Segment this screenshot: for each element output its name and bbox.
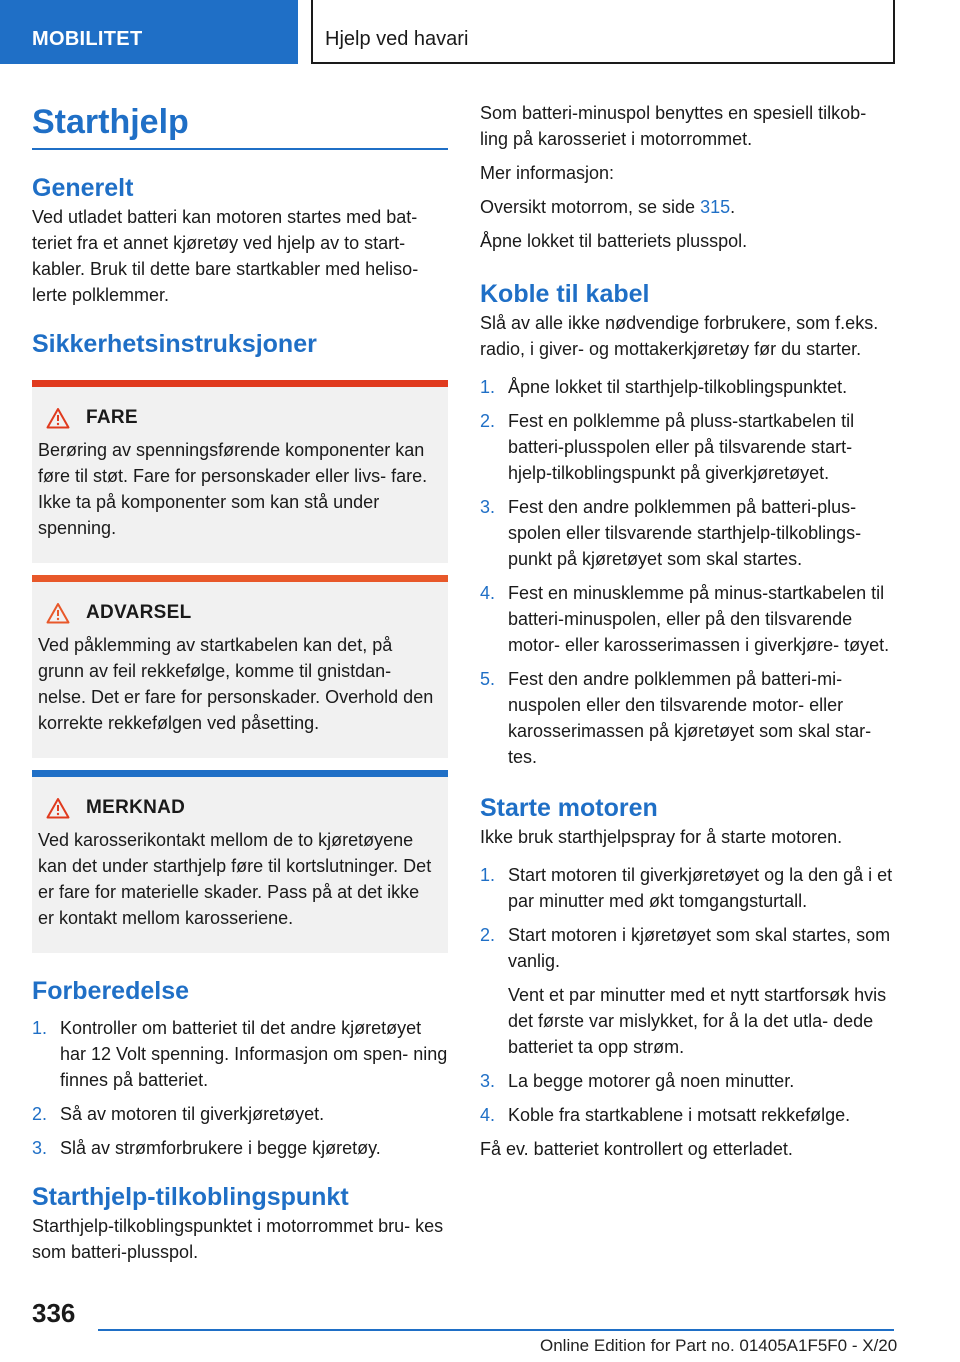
intro-reference: Oversikt motorrom, se side 315. — [480, 197, 736, 217]
tilkobling-text: Starthjelp-tilkoblingspunktet i motorrommet bru- kes som batteri-plusspol. — [32, 1216, 444, 1262]
heading-forberedelse: Forberedelse — [32, 977, 190, 1005]
notice-label: ADVARSEL — [86, 602, 192, 623]
warning-triangle-icon — [46, 797, 70, 819]
list-item: 1. Åpne lokket til starthjelp-tilkoblingspunktet. — [480, 377, 848, 397]
notice-warning — [32, 575, 448, 758]
right-column — [480, 100, 896, 1162]
generelt-text: Ved utladet batteri kan motoren startes med bat- teriet fra et annet kjøretøy ved hjelp av to start- kabler. Bruk til dette bare startkabler med heliso- lerte polklemmer. — [32, 207, 419, 305]
section-tab — [0, 0, 298, 64]
notice-danger — [32, 380, 448, 563]
notice-label: FARE — [86, 407, 138, 428]
left-column — [32, 100, 448, 1265]
intro-minuspol: Som batteri-minuspol benyttes en spesiell tilkob- ling på karosseriet i motorrommet. — [480, 103, 867, 149]
notice-text: Ved påklemming av startkabelen kan det, på grunn av feil rekkefølge, komme til gnistdan- nelse. Det er fare for personskader. Overhold den korrekte rekkefølgen ved påsetting. — [38, 635, 434, 733]
notice-text: Ved karosserikontakt mellom de to kjøretøyene kan det under starthjelp føre til kortslutninger. Det er fare for materielle skader. Pass på at det ikke er kontakt mellom karosseriene. — [38, 830, 432, 928]
list-item: 2. Fest en polklemme på pluss-startkabelen til batteri-plusspolen eller på tilsvarende start- hjelp-tilkoblingspunkt på giverkjøretøyet. — [480, 411, 855, 483]
section-label: MOBILITET — [32, 28, 143, 50]
footer-edition: Online Edition for Part no. 01405A1F5F0 - X/20 — [540, 1336, 898, 1355]
warning-triangle-icon — [46, 407, 70, 429]
notice-note — [32, 770, 448, 953]
notice-bar — [32, 575, 448, 582]
warning-triangle-icon — [46, 602, 70, 624]
notice-bar — [32, 770, 448, 777]
forberedelse-steps — [32, 1015, 448, 1161]
closing-text: Få ev. batteriet kontrollert og etterladet. — [480, 1139, 793, 1159]
heading-generelt: Generelt — [32, 174, 134, 202]
page-number: 336 — [32, 1298, 76, 1328]
koble-text: Slå av alle ikke nødvendige forbrukere, som f.eks. radio, i giver- og mottakerkjøretøy før du starter. — [480, 313, 879, 359]
koble-steps — [480, 374, 896, 770]
notice-text: Berøring av spenningsførende komponenter kan føre til støt. Fare for personskader eller livs- fare. Ikke ta på komponenter som kan stå under spenning. — [38, 440, 428, 538]
page-title: Starthjelp — [32, 103, 189, 141]
list-item: Vent et par minutter med et nytt startforsøk hvis det første var mislykket, for å la det utla- dede batteriet ta opp strøm. — [508, 985, 887, 1057]
list-item: 3. La begge motorer gå noen minutter. — [480, 1071, 795, 1091]
notice-label: MERKNAD — [86, 797, 186, 818]
list-item: 1. Start motoren til giverkjøretøyet og la den gå i et par minutter med økt tomgangsturtall. — [480, 865, 893, 911]
footer-divider — [98, 1329, 894, 1331]
list-item: 5. Fest den andre polklemmen på batteri-mi- nuspolen eller den tilsvarende motor- eller karosserimassen på kjøretøyet som skal star- tes. — [480, 669, 872, 767]
list-item: 4. Fest en minusklemme på minus-startkabelen til batteri-minuspolen, eller på den tilsvarende motor- eller karosserimassen i giverkjøre- tøyet. — [480, 583, 890, 655]
list-item: 2. Så av motoren til giverkjøretøyet. — [32, 1104, 325, 1124]
notice-bar — [32, 380, 448, 387]
list-item: 3. Fest den andre polklemmen på batteri-plus- spolen eller tilsvarende starthjelp-tilkoblings- punkt på kjøretøyet som skal startes. — [480, 497, 862, 569]
list-item: 3. Slå av strømforbrukere i begge kjøretøy. — [32, 1138, 381, 1158]
list-item: 1. Kontroller om batteriet til det andre kjøretøyet har 12 Volt spenning. Informasjon om spen- ning finnes på batteriet. — [32, 1018, 448, 1090]
starte-text: Ikke bruk starthjelpspray for å starte motoren. — [480, 827, 843, 847]
chapter-label: Hjelp ved havari — [325, 28, 469, 50]
intro-open-lid: Åpne lokket til batteriets plusspol. — [480, 231, 748, 251]
page-link[interactable]: 315 — [700, 197, 731, 217]
heading-koble: Koble til kabel — [480, 280, 650, 308]
intro-more-info: Mer informasjon: — [480, 163, 615, 183]
chapter-tab — [311, 0, 895, 64]
heading-safety: Sikkerhetsinstruksjoner — [32, 330, 317, 358]
heading-starte: Starte motoren — [480, 794, 658, 822]
list-item: 4. Koble fra startkablene i motsatt rekkefølge. — [480, 1105, 851, 1125]
heading-tilkobling: Starthjelp-tilkoblingspunkt — [32, 1183, 349, 1211]
starte-steps — [480, 862, 896, 1128]
list-item: 2. Start motoren i kjøretøyet som skal startes, som vanlig. — [480, 925, 891, 971]
